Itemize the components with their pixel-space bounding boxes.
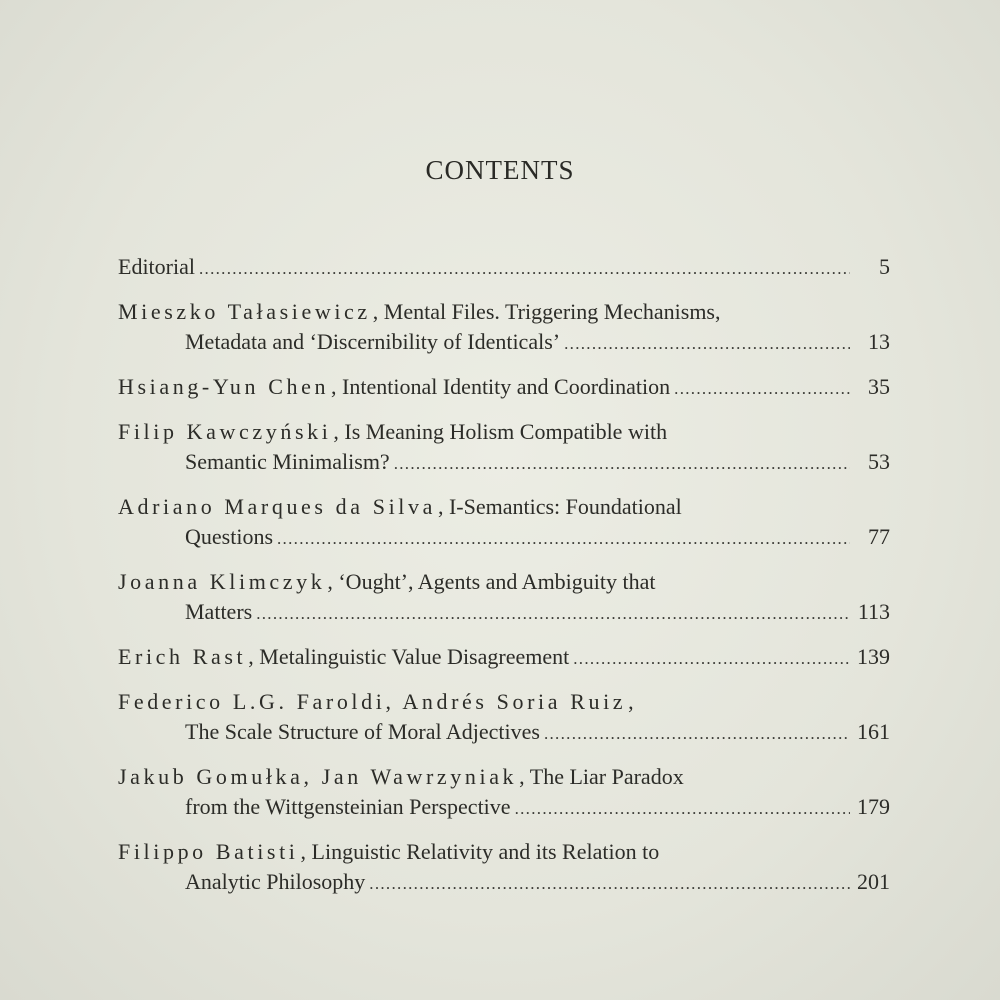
toc-line <box>118 297 890 327</box>
page-number: 35 <box>868 374 890 399</box>
entry-author: Hsiang-Yun Chen <box>118 374 330 399</box>
entry-title: , The Liar Paradox <box>519 764 684 789</box>
entry-title: Semantic Minimalism? <box>185 449 390 474</box>
entry-title: , Linguistic Relativity and its Relation to <box>300 839 660 864</box>
toc-line <box>118 447 890 479</box>
entry-author: Erich Rast <box>118 644 247 669</box>
page-number: 77 <box>868 524 890 549</box>
toc-line <box>118 597 890 629</box>
dot-leader <box>515 794 850 824</box>
entry-author: Filip Kawczyński <box>118 419 332 444</box>
entry-title: , <box>628 689 634 714</box>
toc-line <box>118 417 890 447</box>
entry-title: Editorial <box>118 254 195 279</box>
toc-line <box>118 492 890 522</box>
toc-line <box>118 717 890 749</box>
toc-entry <box>118 417 890 479</box>
entry-title: , Metalinguistic Value Disagreement <box>248 644 570 669</box>
toc-entry <box>118 492 890 554</box>
entry-title: The Scale Structure of Moral Adjectives <box>185 719 540 744</box>
toc-line <box>118 522 890 554</box>
toc-entry <box>118 372 890 404</box>
dot-leader <box>564 329 850 359</box>
toc-line <box>118 792 890 824</box>
dot-leader <box>256 599 850 629</box>
toc-line <box>118 687 890 717</box>
toc-line <box>118 252 890 284</box>
page-number: 201 <box>857 869 890 894</box>
entry-author: Adriano Marques da Silva <box>118 494 436 519</box>
toc-line <box>118 762 890 792</box>
toc-entry <box>118 687 890 749</box>
toc-entry <box>118 642 890 674</box>
dot-leader <box>573 644 850 674</box>
dot-leader <box>199 254 850 284</box>
entry-title: , I-Semantics: Foundational <box>437 494 682 519</box>
toc-line <box>118 867 890 899</box>
toc-entry <box>118 297 890 359</box>
page-number: 5 <box>879 254 890 279</box>
dot-leader <box>544 719 850 749</box>
entry-author: Jakub Gomułka, Jan Wawrzyniak <box>118 764 518 789</box>
dot-leader <box>674 374 850 404</box>
page-title: CONTENTS <box>425 155 575 185</box>
entry-title: Questions <box>185 524 273 549</box>
page-number: 139 <box>857 644 890 669</box>
entry-title: , Mental Files. Triggering Mechanisms, <box>372 299 721 324</box>
page-number: 161 <box>857 719 890 744</box>
entry-title: from the Wittgensteinian Perspective <box>185 794 511 819</box>
entry-author: Filippo Batisti <box>118 839 299 864</box>
entry-title: , Intentional Identity and Coordination <box>331 374 671 399</box>
table-of-contents <box>118 252 890 912</box>
entry-title: , ‘Ought’, Agents and Ambiguity that <box>327 569 656 594</box>
toc-line <box>118 327 890 359</box>
toc-line <box>118 642 890 674</box>
dot-leader <box>369 869 850 899</box>
toc-entry <box>118 252 890 284</box>
dot-leader <box>394 449 850 479</box>
page-number: 53 <box>868 449 890 474</box>
toc-line <box>118 567 890 597</box>
entry-title: Metadata and ‘Discernibility of Identicals’ <box>185 329 561 354</box>
toc-entry <box>118 837 890 899</box>
page-number: 13 <box>868 329 890 354</box>
page-number: 113 <box>857 599 890 624</box>
toc-line <box>118 372 890 404</box>
entry-author: Federico L.G. Faroldi, Andrés Soria Ruiz <box>118 689 627 714</box>
entry-title: Matters <box>185 599 253 624</box>
entry-author: Joanna Klimczyk <box>118 569 326 594</box>
page-number: 179 <box>857 794 890 819</box>
toc-entry <box>118 762 890 824</box>
entry-title: , Is Meaning Holism Compatible with <box>333 419 668 444</box>
entry-title: Analytic Philosophy <box>185 869 366 894</box>
toc-line <box>118 837 890 867</box>
dot-leader <box>277 524 850 554</box>
entry-author: Mieszko Tałasiewicz <box>118 299 371 324</box>
toc-entry <box>118 567 890 629</box>
